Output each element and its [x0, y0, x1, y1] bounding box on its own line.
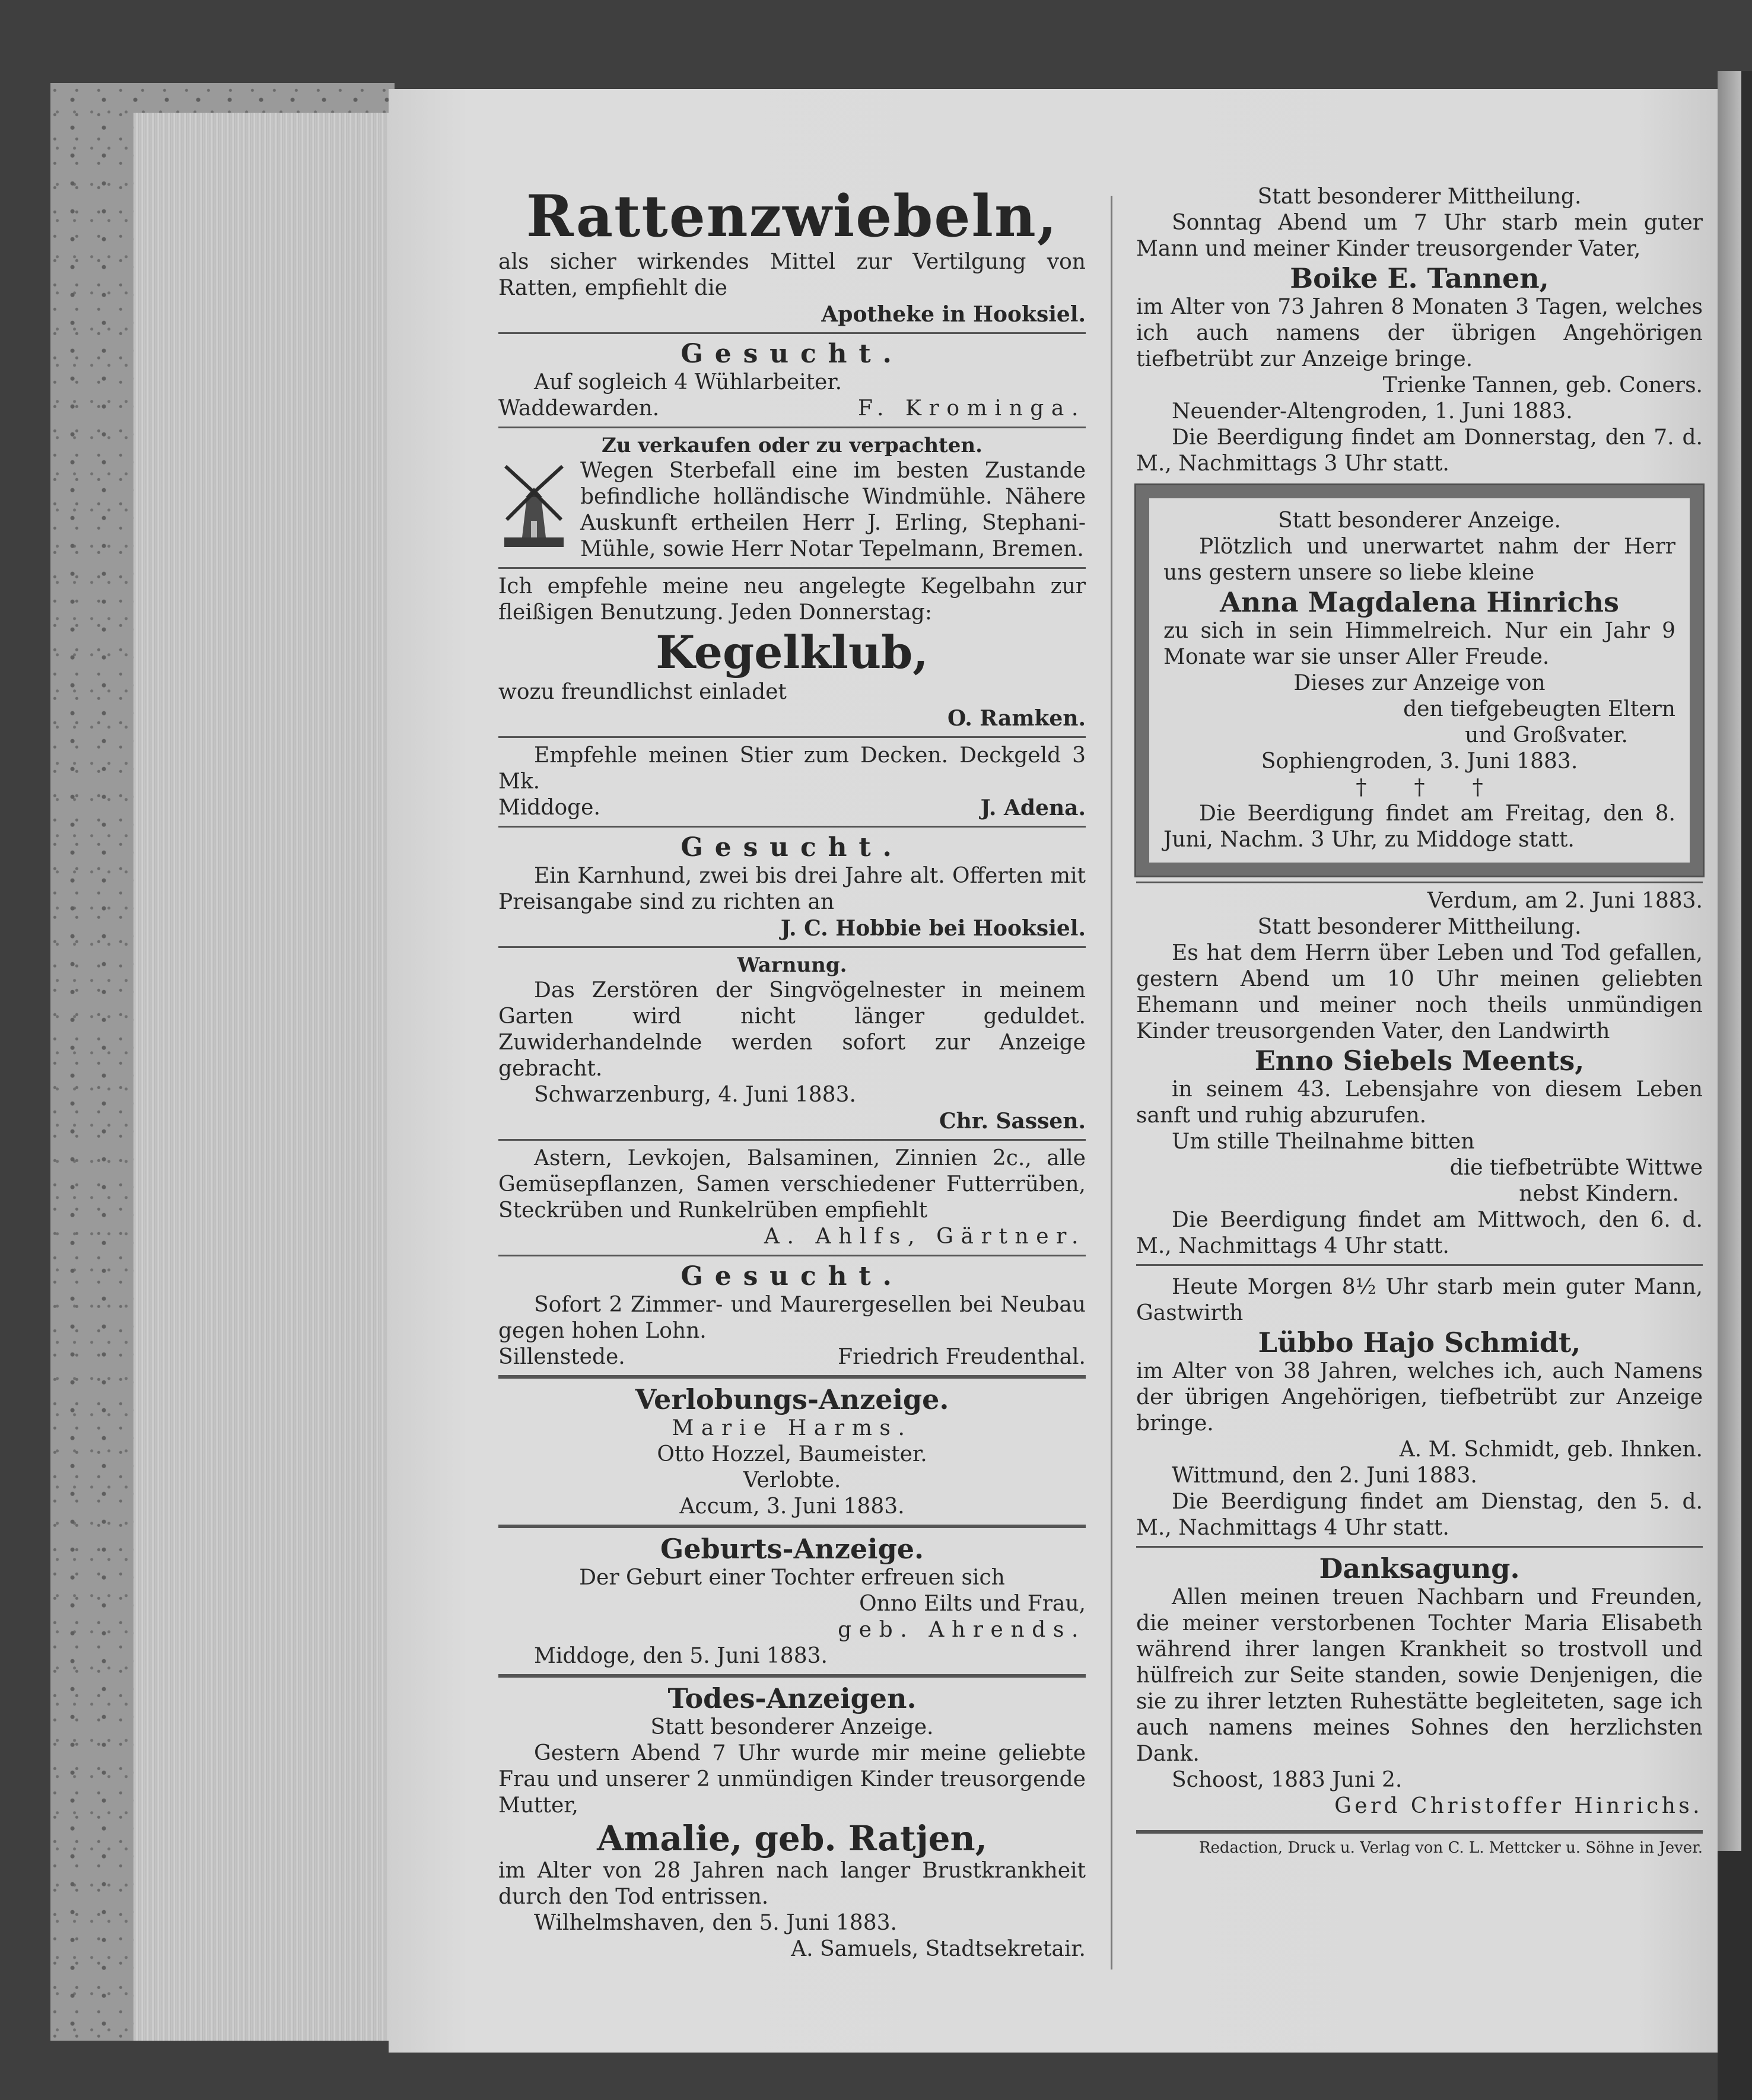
ad-place: Sillenstede.: [498, 1345, 625, 1369]
divider: [1136, 1264, 1703, 1266]
ad-rattenzwiebeln: [498, 184, 1086, 327]
ad-footer-row: [498, 795, 1086, 821]
ad-text-3: Die Beerdigung findet am Donnerstag, den 7. d. M., Nachmittags 3 Uhr statt.: [1136, 425, 1703, 476]
divider: [498, 1525, 1086, 1528]
ad-line-1: Der Geburt einer Tochter erfreuen sich: [579, 1566, 1005, 1590]
column-divider: [1111, 196, 1112, 1969]
ad-text-6: Die Beerdigung findet am Freitag, den 8. Juni, Nachm. 3 Uhr, zu Middoge statt.: [1163, 801, 1675, 852]
divider: [498, 332, 1086, 334]
ad-gesucht-2: [498, 832, 1086, 941]
right-column: [1136, 184, 1703, 1857]
windmill-icon: [498, 462, 570, 551]
ad-windmill: [498, 433, 1086, 562]
ad-signature: Trienke Tannen, geb. Coners.: [1382, 373, 1703, 397]
divider: [498, 1674, 1086, 1678]
ad-text: Heute Morgen 8½ Uhr starb mein guter Mann, Gastwirth: [1136, 1275, 1703, 1325]
ad-gesucht-3: [498, 1261, 1086, 1370]
page-edges: [133, 113, 396, 2041]
divider: [1136, 1546, 1703, 1548]
ad-signature: F. Krominga.: [857, 396, 1086, 421]
ad-line-3: geb. Ahrends.: [838, 1618, 1086, 1642]
ad-heading: Verlobungs-Anzeige.: [635, 1383, 949, 1415]
ad-signature: A. Samuels, Stadtsekretair.: [791, 1937, 1086, 1961]
ad-subheading: Statt besonderer Anzeige.: [650, 1715, 934, 1739]
ad-heading: Statt besonderer Anzeige.: [1278, 508, 1561, 533]
ad-warnung: [498, 953, 1086, 1134]
ad-heading: Gesucht.: [681, 832, 904, 863]
divider: [498, 567, 1086, 569]
ad-footer-row: [498, 1344, 1086, 1370]
ad-name: Lübbo Hajo Schmidt,: [1258, 1326, 1581, 1358]
ad-text-2: im Alter von 73 Jahren 8 Monaten 3 Tagen, welches ich auch namens der übrigen Angehörigen tiefbetrübt zur Anzeige bringe.: [1136, 295, 1703, 371]
ad-kegelklub: [498, 574, 1086, 731]
ad-text-2: in seinem 43. Lebensjahre von diesem Leben sanft und ruhig abzurufen.: [1136, 1077, 1703, 1128]
facing-page-sliver: [1718, 71, 1741, 1851]
ad-stier: [498, 743, 1086, 821]
ad-hinrichs-framed: [1136, 485, 1703, 876]
ad-schmidt: [1136, 1274, 1703, 1541]
ad-geburt: [498, 1533, 1086, 1669]
ad-signature: J. C. Hobbie bei Hooksiel.: [780, 916, 1086, 941]
ad-text-2: zu sich in sein Himmelreich. Nur ein Jahr 9 Monate war sie unser Aller Freude.: [1163, 619, 1675, 669]
divider: [498, 427, 1086, 428]
ad-text-5: nebst Kindern.: [1519, 1182, 1679, 1206]
ad-signature: Chr. Sassen.: [939, 1109, 1086, 1134]
ad-dateline: Middoge, den 5. Juni 1883.: [534, 1644, 828, 1668]
divider: [498, 1139, 1086, 1141]
ad-heading: Zu verkaufen oder zu verpachten.: [602, 434, 982, 457]
ad-signature: Apotheke in Hooksiel.: [821, 302, 1086, 327]
divider: [498, 1255, 1086, 1256]
ad-name: Anna Magdalena Hinrichs: [1220, 586, 1619, 618]
ad-dateline: Neuender-Altengroden, 1. Juni 1883.: [1172, 399, 1573, 424]
ad-dateline: Sophiengroden, 3. Juni 1883.: [1261, 749, 1578, 774]
ad-text: als sicher wirkendes Mittel zur Vertilgung von Ratten, empfiehlt die: [498, 250, 1086, 300]
ad-dateline: Schwarzenburg, 4. Juni 1883.: [534, 1083, 856, 1107]
divider: [498, 1375, 1086, 1379]
ad-heading: Warnung.: [737, 953, 847, 977]
ad-heading: Statt besonderer Mittheilung.: [1257, 184, 1582, 209]
ad-text-3: Um stille Theilnahme bitten: [1172, 1129, 1475, 1154]
ad-name: Boike E. Tannen,: [1290, 262, 1549, 294]
ad-text: Astern, Levkojen, Balsaminen, Zinnien 2c., alle Gemüsepflanzen, Samen verschiedener Futterrüben, Steckrüben und Runkelrüben empfiehlt: [498, 1146, 1086, 1223]
ad-text: Gestern Abend 7 Uhr wurde mir meine geliebte Frau und unserer 2 unmündigen Kinder treusorgende Mutter,: [498, 1741, 1086, 1818]
ad-text: Sofort 2 Zimmer- und Maurergesellen bei Neubau gegen hohen Lohn.: [498, 1293, 1086, 1343]
ad-dateline: Wilhelmshaven, den 5. Juni 1883.: [534, 1911, 897, 1935]
ad-text-5: und Großvater.: [1465, 723, 1628, 747]
ad-text-3: Die Beerdigung findet am Dienstag, den 5. d. M., Nachmittags 4 Uhr statt.: [1136, 1490, 1703, 1540]
ad-line-2: Onno Eilts und Frau,: [859, 1592, 1086, 1616]
ad-heading: Gesucht.: [681, 339, 904, 369]
ad-tannen: [1136, 184, 1703, 477]
ad-place: Middoge.: [498, 796, 600, 820]
ad-dateline: Accum, 3. Juni 1883.: [679, 1494, 905, 1519]
ad-footer-row: [498, 396, 1086, 422]
ad-heading: Geburts-Anzeige.: [660, 1533, 924, 1565]
ad-signature: J. Adena.: [980, 796, 1086, 820]
ad-text: Das Zerstören der Singvögelnester in meinem Garten wird nicht länger geduldet. Zuwiderhandelnde werden sofort zur Anzeige gebracht.: [498, 978, 1086, 1081]
ad-dateline: Verdum, am 2. Juni 1883.: [1427, 889, 1703, 913]
left-column: [498, 184, 1086, 1962]
ad-name: Amalie, geb. Ratjen,: [597, 1818, 987, 1859]
ad-text: Es hat dem Herrn über Leben und Tod gefallen, gestern Abend um 10 Uhr meinen geliebten Ehemann und meiner noch theils unmündigen Kinder treusorgenden Vater, den Landwirth: [1136, 941, 1703, 1043]
ad-text: Auf sogleich 4 Wühlarbeiter.: [534, 370, 842, 394]
ad-heading: Danksagung.: [1319, 1552, 1520, 1584]
ad-dateline: Wittmund, den 2. Juni 1883.: [1172, 1463, 1477, 1488]
ad-danksagung: [1136, 1552, 1703, 1819]
ad-gesucht-1: [498, 339, 1086, 422]
ad-signature: A. M. Schmidt, geb. Ihnken.: [1399, 1437, 1703, 1462]
ad-text-4: die tiefbetrübte Wittwe: [1449, 1156, 1703, 1180]
ad-verlobung: [498, 1383, 1086, 1520]
imprint: Redaction, Druck u. Verlag von C. L. Mettcker u. Söhne in Jever.: [1198, 1839, 1703, 1857]
divider: [1136, 1830, 1703, 1834]
ad-text-2: im Alter von 28 Jahren nach langer Brustkrankheit durch den Tod entrissen.: [498, 1859, 1086, 1909]
ad-line-3: Verlobte.: [743, 1468, 841, 1493]
ad-heading: Gesucht.: [681, 1261, 904, 1291]
ad-place: Waddewarden.: [498, 396, 660, 421]
ad-heading: Todes-Anzeigen.: [667, 1682, 917, 1714]
divider: [1136, 882, 1703, 883]
ad-text-6: Die Beerdigung findet am Mittwoch, den 6. d. M., Nachmittags 4 Uhr statt.: [1136, 1208, 1703, 1258]
ad-todesanzeigen: [498, 1682, 1086, 1962]
ad-text: Ein Karnhund, zwei bis drei Jahre alt. Offerten mit Preisangabe sind zu richten an: [498, 864, 1086, 914]
ad-meents: [1136, 888, 1703, 1259]
ad-heading: Statt besonderer Mittheilung.: [1257, 915, 1582, 939]
ad-text: Wegen Sterbefall eine im besten Zustande befindliche holländische Windmühle. Nähere Auskunft ertheilen Herr J. Erling, Stephani-Mühle, sowie Herr Notar Tepelmann, Bremen.: [580, 459, 1086, 561]
ad-signature: A. Ahlfs, Gärtner.: [764, 1224, 1086, 1249]
ad-line-2: Otto Hozzel, Baumeister.: [657, 1442, 927, 1466]
ad-title: Rattenzwiebeln,: [526, 183, 1058, 250]
divider: [498, 946, 1086, 948]
ad-text-2: im Alter von 38 Jahren, welches ich, auch Namens der übrigen Angehörigen, tiefbetrübt zur Anzeige bringe.: [1136, 1359, 1703, 1436]
ad-dateline: Schoost, 1883 Juni 2.: [1172, 1768, 1403, 1792]
ad-text: Ich empfehle meine neu angelegte Kegelbahn zur fleißigen Benutzung. Jeden Donnerstag:: [498, 574, 1086, 625]
ad-text: Allen meinen treuen Nachbarn und Freunden, die meiner verstorbenen Tochter Maria Elisabeth während ihrer langen Krankheit so trostvoll und hülfreich zur Seite standen, sowie Denjenigen, die sie zu ihrer letzten Ruhestätte begleiteten, sage ich auch namens meines Sohnes den herzlichsten Dank.: [1136, 1585, 1703, 1766]
ad-signature: O. Ramken.: [947, 706, 1086, 731]
ad-text-4: den tiefgebeugten Eltern: [1403, 697, 1675, 721]
ad-text-3: Dieses zur Anzeige von: [1293, 671, 1546, 695]
ad-text: Sonntag Abend um 7 Uhr starb mein guter Mann und meiner Kinder treusorgender Vater,: [1136, 211, 1703, 261]
ad-text: Empfehle meinen Stier zum Decken. Deckgeld 3 Mk.: [498, 743, 1086, 794]
ad-signature: Friedrich Freudenthal.: [838, 1345, 1086, 1369]
divider: [498, 736, 1086, 738]
ad-line-1: Marie Harms.: [672, 1416, 912, 1440]
ad-text: Plötzlich und unerwartet nahm der Herr uns gestern unsere so liebe kleine: [1163, 534, 1675, 585]
ad-signature: Gerd Christoffer Hinrichs.: [1334, 1794, 1703, 1818]
ad-title: Kegelklub,: [656, 626, 929, 679]
ad-name: Enno Siebels Meents,: [1254, 1045, 1585, 1077]
ad-text-2: wozu freundlichst einladet: [498, 680, 787, 704]
divider: [498, 826, 1086, 828]
cross-icons: † † †: [1356, 775, 1483, 800]
ad-astern: [498, 1146, 1086, 1250]
